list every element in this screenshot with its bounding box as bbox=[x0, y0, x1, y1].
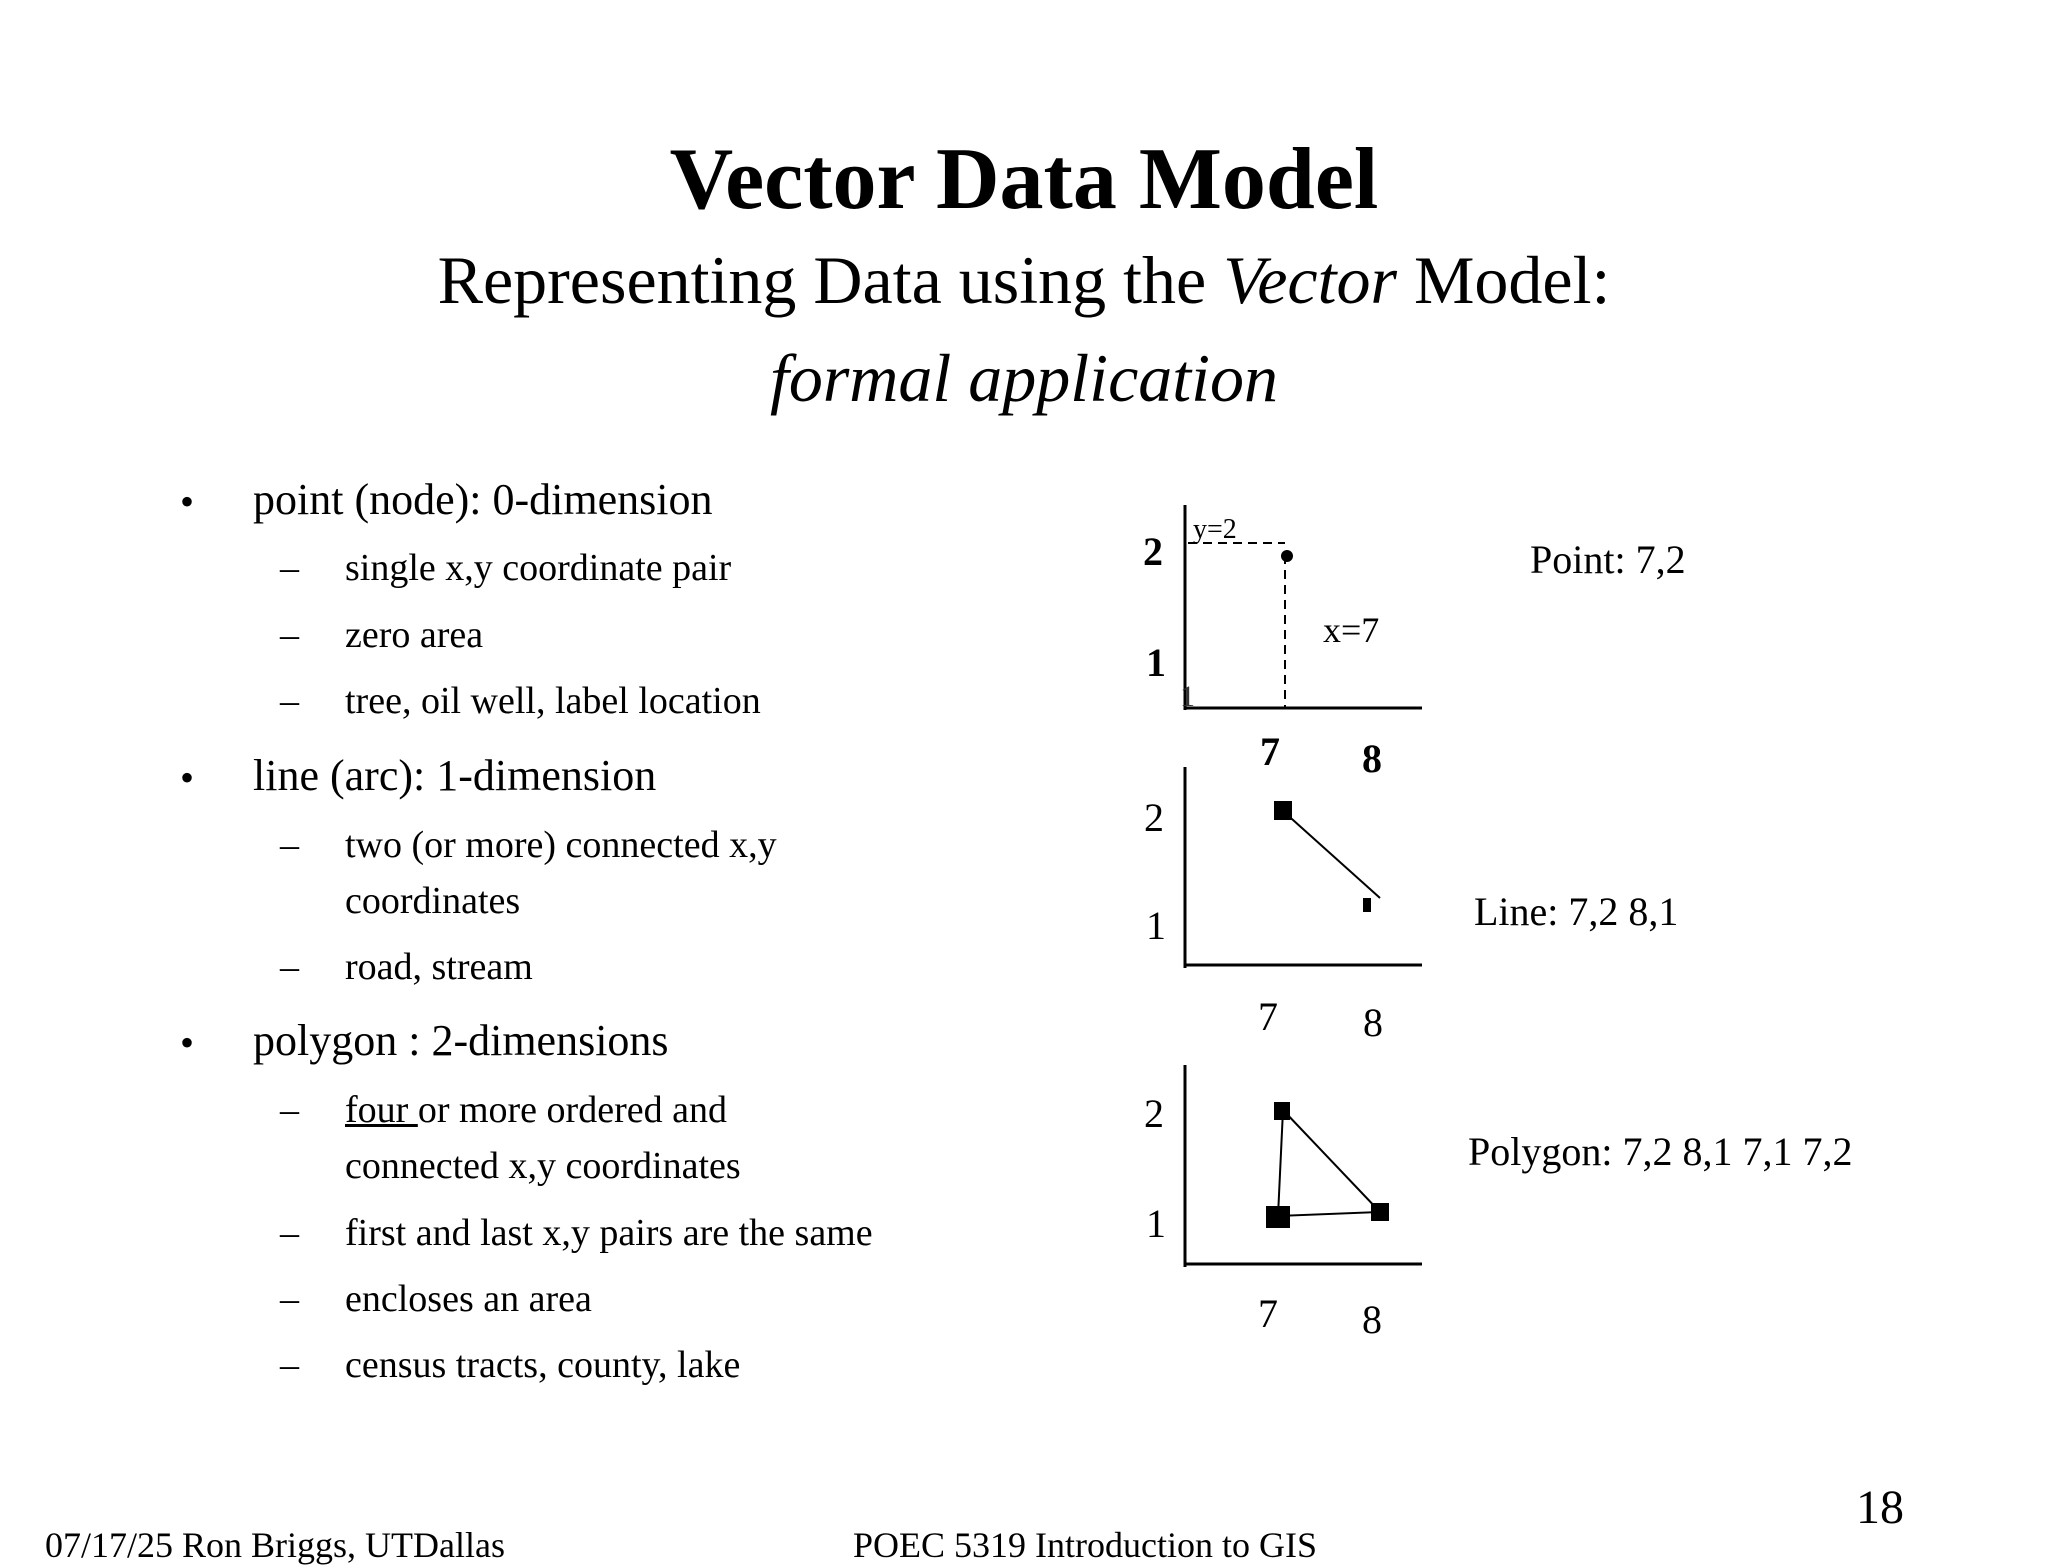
line-y-tick-1: 1 bbox=[1146, 903, 1166, 948]
line-x-tick-7: 7 bbox=[1258, 994, 1278, 1039]
polygon-vertex-1 bbox=[1274, 1102, 1290, 1120]
polygon-vertex-2 bbox=[1371, 1203, 1389, 1221]
subtitle-emphasis: Vector bbox=[1223, 242, 1397, 318]
list-item: encloses an area bbox=[345, 1278, 592, 1320]
point-y-tick-1: 1 bbox=[1146, 640, 1166, 685]
dash-icon: – bbox=[280, 1344, 299, 1386]
point-origin-mark: 1 bbox=[1180, 680, 1195, 713]
polygon-vertex-3 bbox=[1266, 1206, 1290, 1228]
bullet-line-heading: line (arc): 1-dimension bbox=[253, 751, 657, 800]
point-marker bbox=[1281, 550, 1293, 562]
list-item-continued: connected x,y coordinates bbox=[345, 1145, 741, 1187]
list-item-continued: coordinates bbox=[345, 880, 521, 922]
list-item: zero area bbox=[345, 614, 484, 656]
polygon-y-tick-1: 1 bbox=[1146, 1201, 1166, 1246]
line-x-tick-8: 8 bbox=[1363, 1000, 1383, 1045]
subtitle-post: Model: bbox=[1396, 242, 1611, 318]
polygon-x-tick-7: 7 bbox=[1258, 1291, 1278, 1336]
footer-left: 07/17/25 Ron Briggs, UTDallas bbox=[45, 1525, 505, 1565]
polygon-y-tick-2: 2 bbox=[1144, 1091, 1164, 1136]
point-coordinates-label: Point: 7,2 bbox=[1530, 537, 1686, 582]
list-item: first and last x,y pairs are the same bbox=[345, 1212, 873, 1254]
list-item: single x,y coordinate pair bbox=[345, 547, 732, 589]
list-item: tree, oil well, label location bbox=[345, 680, 761, 722]
dash-icon: – bbox=[280, 1278, 299, 1320]
bullet-icon: • bbox=[180, 755, 195, 800]
bullet-icon: • bbox=[180, 1020, 195, 1065]
point-y-annotation: y=2 bbox=[1193, 514, 1237, 545]
bullet-polygon-heading: polygon : 2-dimensions bbox=[253, 1016, 669, 1065]
dash-icon: – bbox=[280, 680, 299, 722]
slide-subtitle-line2: formal application bbox=[769, 340, 1279, 416]
slide-title: Vector Data Model bbox=[669, 131, 1379, 228]
bullet-point-heading: point (node): 0-dimension bbox=[253, 475, 713, 524]
bullet-icon: • bbox=[180, 479, 195, 524]
polygon-outline bbox=[1278, 1110, 1380, 1216]
page-number: 18 bbox=[1856, 1481, 1904, 1534]
footer-center: POEC 5319 Introduction to GIS bbox=[853, 1525, 1317, 1565]
line-vertex-start bbox=[1274, 801, 1292, 820]
subtitle-pre: Representing Data using the bbox=[437, 242, 1224, 318]
point-x-tick-7: 7 bbox=[1260, 729, 1280, 774]
list-item-rest: or more ordered and bbox=[417, 1089, 727, 1131]
point-x-tick-8: 8 bbox=[1362, 736, 1382, 781]
dash-icon: – bbox=[280, 824, 299, 866]
line-coordinates-label: Line: 7,2 8,1 bbox=[1474, 889, 1679, 934]
polygon-diagram bbox=[1144, 1065, 1422, 1342]
point-x-annotation: x=7 bbox=[1323, 610, 1380, 650]
dash-icon: – bbox=[280, 1212, 299, 1254]
polygon-coordinates-label: Polygon: 7,2 8,1 7,1 7,2 bbox=[1468, 1129, 1853, 1174]
underlined-word: four bbox=[345, 1089, 418, 1131]
dash-icon: – bbox=[280, 1089, 299, 1131]
line-y-tick-2: 2 bbox=[1144, 795, 1164, 840]
line-segment bbox=[1283, 811, 1380, 898]
point-y-tick-2: 2 bbox=[1143, 529, 1163, 574]
line-vertex-end bbox=[1363, 898, 1371, 912]
dash-icon: – bbox=[280, 614, 299, 656]
dash-icon: – bbox=[280, 946, 299, 988]
dash-icon: – bbox=[280, 547, 299, 589]
point-diagram bbox=[1143, 505, 1422, 781]
list-item: two (or more) connected x,y bbox=[345, 824, 777, 866]
list-item: census tracts, county, lake bbox=[345, 1344, 741, 1386]
line-diagram bbox=[1144, 767, 1422, 1045]
list-item: road, stream bbox=[345, 946, 533, 988]
polygon-x-tick-8: 8 bbox=[1362, 1297, 1382, 1342]
